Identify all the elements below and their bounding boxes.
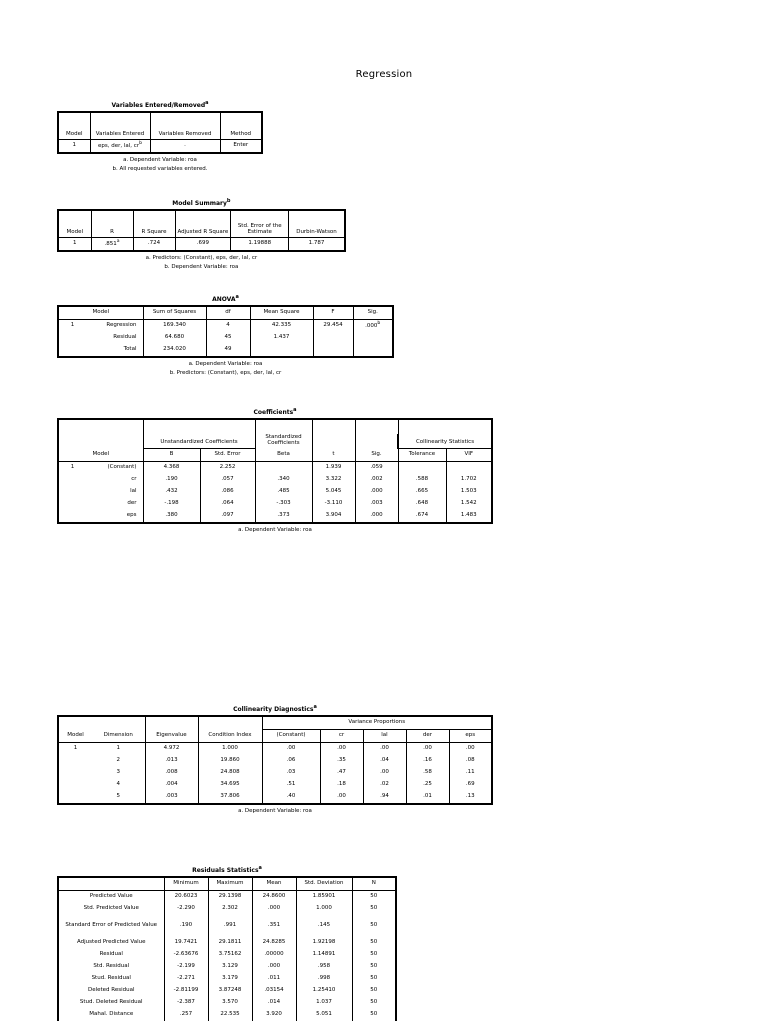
anova-title: ANOVA$^a$: [212, 294, 239, 303]
table-row: 1 1 4.972 1.000 .00 .00 .00 .00 .00: [58, 743, 492, 756]
table-row: 3 .008 24.808 .03 .47 .00 .58 .11: [58, 767, 492, 779]
model-summary-title: Model Summary$^b$: [172, 198, 231, 207]
table-row: Residual -2.63676 3.75162 .00000 1.14891 50: [58, 949, 396, 961]
table-row: eps .380 .097 .373 3.904 .000 .674 1.483: [58, 510, 492, 523]
anova-table: Model Sum of Squares df Mean Square F Sig. 1 Regression 169.340 4 42.335 29.454 .000$^b$ Residual 64.680 45 1.437 Total 234.020 49: [57, 305, 394, 358]
residuals-block: [57, 865, 397, 1021]
residuals-title: Residuals Statistics$^a$: [192, 865, 262, 874]
residuals-table: Minimum Maximum Mean Std. Deviation N Predicted Value 20.6023 29.1398 24.8600 1.85901 50 Std. Predicted Value -2.290 2.302 .000 1.000 50 Standard Error of Predicted Value .190 .991 .351 .145 50 Adjusted Predicted Value 19.7421 29.1811 24.8285 1.92198 50 Residual -2.63676 3.75162 .00000 1.14891 50 Std. Residual -2.199 3.129 .000 .958 50 Stud. Residual -2.271 3.179 .011 .998 50 Deleted Residual -2.81199 3.87248 .03154 1.25410 50 Stud. Deleted Residual -2.387 3.570 .014 1.037 50 Mahal. Distance .257 22.535 3.920 5.051 50: [57, 876, 397, 1021]
collinearity-block: [57, 704, 493, 814]
table-note: b. All requested variables entered.: [112, 166, 208, 172]
variables-entered-table: Model Variables Entered Variables Removed Method 1 eps, der, lal, $cr^b$ . Enter: [57, 111, 263, 154]
collinearity-table: Variance Proportions Model Dimension Eigenvalue Condition Index (Constant) cr lal der eps 1 1 4.972 1.000 .00 .00 .00 .00 .00 2 .013 19.860 .06 .35 .04 .16 .08 3 .008 24.808 .03 .47 .00 .58 .11 4 .004 34.695 .51 .18 .02 .25 .69 5 .003 37.806 .40 .00 .94 .01 .13: [57, 715, 493, 805]
table-row: cr .190 .057 .340 3.322 .002 .588 1.702: [58, 474, 492, 486]
table-row: der -.198 .064 -.303 -3.110 .003 .648 1.542: [58, 498, 492, 510]
anova-block: [57, 294, 394, 376]
coefficients-block: [57, 407, 493, 533]
table-row: Std. Predicted Value -2.290 2.302 .000 1.000 50: [58, 903, 396, 915]
table-note: a. Dependent Variable: roa: [238, 808, 312, 814]
table-note: b. Predictors: (Constant), eps, der, lal, cr: [169, 370, 282, 376]
coefficients-title: Coefficients$^a$: [253, 407, 297, 416]
table-row: Stud. Residual -2.271 3.179 .011 .998 50: [58, 973, 396, 985]
table-row: Deleted Residual -2.81199 3.87248 .03154 1.25410 50: [58, 985, 396, 997]
table-row: Mahal. Distance .257 22.535 3.920 5.051 50: [58, 1009, 396, 1021]
model-summary-table: Model R R Square Adjusted R Square Std. Error of the Estimate Durbin-Watson 1 .851$^a$ .724 .699 1.19888 1.787: [57, 209, 346, 252]
page-title: Regression: [355, 69, 413, 80]
table-row: lal .432 .086 .485 5.045 .000 .665 1.503: [58, 486, 492, 498]
table-note: a. Dependent Variable: roa: [188, 361, 263, 367]
collinearity-title: Collinearity Diagnostics$^a$: [233, 704, 317, 713]
table-row: Adjusted Predicted Value 19.7421 29.1811 24.8285 1.92198 50: [58, 937, 396, 949]
table-note: b. Dependent Variable: roa: [164, 264, 239, 270]
table-row: 5 .003 37.806 .40 .00 .94 .01 .13: [58, 791, 492, 804]
coefficients-table: Unstandardized Coefficients Standardized Coefficients Collinearity Statistics Model B Std. Error Beta t Sig. Tolerance VIF 1 (Constant) 4.368 2.252 1.939 .059 cr .190 .057 .340 3.322 .002 .588 1.702 lal .432 .086 .485 5.045 .000 .665 1.503 der -.198 .064 -.303 -3.110 .003 .648 1.542 eps .380 .097 .373 3.904 .000 .674 1.483: [57, 418, 493, 524]
table-row: Std. Residual -2.199 3.129 .000 .958 50: [58, 961, 396, 973]
table-row: Stud. Deleted Residual -2.387 3.570 .014 1.037 50: [58, 997, 396, 1009]
table-row: 1 (Constant) 4.368 2.252 1.939 .059: [58, 461, 492, 474]
table-row: 1 eps, der, lal, $cr^b$ . Enter: [58, 140, 262, 154]
table-note: a. Dependent Variable: roa: [238, 526, 312, 533]
table-row: 4 .004 34.695 .51 .18 .02 .25 .69: [58, 779, 492, 791]
table-row: Predicted Value 20.6023 29.1398 24.8600 1.85901 50: [58, 891, 396, 904]
table-note: a. Predictors: (Constant), eps, der, lal, cr: [145, 255, 258, 261]
model-summary-block: [57, 198, 346, 270]
table-row: 2 .013 19.860 .06 .35 .04 .16 .08: [58, 755, 492, 767]
table-row: Total 234.020 49: [58, 344, 393, 357]
table-row: 1 .851$^a$ .724 .699 1.19888 1.787: [58, 238, 345, 252]
table-note: a. Dependent Variable: roa: [123, 157, 197, 163]
table-row: Standard Error of Predicted Value .190 .991 .351 .145 50: [58, 915, 396, 937]
table-row: 1 Regression 169.340 4 42.335 29.454 .000$^b$: [58, 320, 393, 333]
variables-entered-title: Variables Entered/Removed$^a$: [111, 100, 209, 109]
table-row: Residual 64.680 45 1.437: [58, 332, 393, 344]
variables-entered-block: [57, 100, 263, 172]
